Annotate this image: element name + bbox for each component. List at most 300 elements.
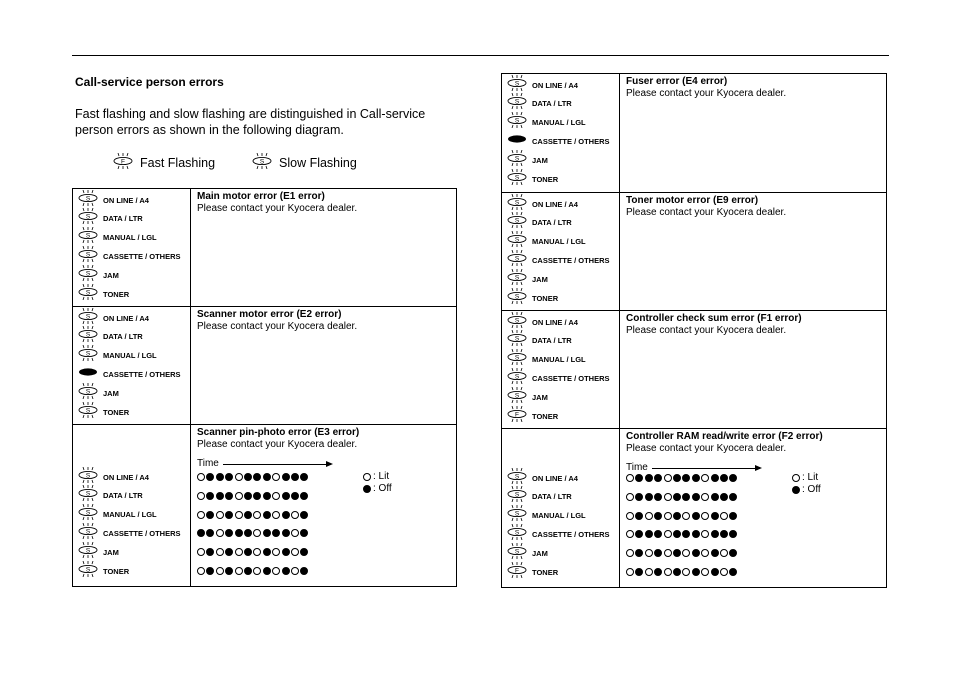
top-rule bbox=[72, 55, 889, 56]
svg-text:S: S bbox=[85, 490, 91, 498]
dot-lit bbox=[235, 473, 243, 481]
dot-off bbox=[263, 567, 271, 575]
dot-off bbox=[300, 511, 308, 519]
dot-off bbox=[253, 473, 261, 481]
dot-lit bbox=[626, 549, 634, 557]
svg-text:S: S bbox=[514, 236, 520, 244]
key-off bbox=[792, 484, 821, 496]
svg-text:S: S bbox=[85, 509, 91, 517]
dot-off bbox=[225, 492, 233, 500]
flash-pattern bbox=[626, 568, 737, 576]
indicator-label: CASSETTE / OTHERS bbox=[532, 529, 610, 539]
indicator-lamp bbox=[506, 133, 610, 149]
error-title: Toner motor error (E9 error) bbox=[626, 195, 759, 206]
slow-flash-icon bbox=[251, 153, 273, 172]
svg-text:S: S bbox=[514, 529, 520, 537]
indicator-lamp bbox=[77, 488, 143, 504]
dot-off bbox=[635, 474, 643, 482]
dot-off bbox=[692, 549, 700, 557]
key-off-label: : Off bbox=[373, 483, 392, 494]
indicator-lamp bbox=[506, 389, 548, 405]
dot-lit bbox=[645, 549, 653, 557]
indicator-label: JAM bbox=[103, 388, 119, 398]
indicator-lamp bbox=[77, 507, 157, 523]
dot-off bbox=[711, 568, 719, 576]
dot-lit bbox=[272, 492, 280, 500]
dot-lit-icon bbox=[363, 473, 371, 481]
indicator-lamp bbox=[506, 470, 578, 486]
indicator-lamp bbox=[77, 267, 119, 283]
indicator-lamp bbox=[506, 408, 558, 424]
dot-off bbox=[692, 512, 700, 520]
svg-text:S: S bbox=[514, 98, 520, 106]
indicator-label: CASSETTE / OTHERS bbox=[532, 255, 610, 265]
error-row bbox=[73, 189, 456, 307]
dot-lit bbox=[626, 512, 634, 520]
dot-lit bbox=[197, 567, 205, 575]
dot-off bbox=[711, 493, 719, 501]
flash-pattern bbox=[197, 548, 308, 556]
svg-text:F: F bbox=[515, 566, 519, 574]
time-arrow-icon bbox=[223, 464, 331, 465]
indicator-label: MANUAL / LGL bbox=[532, 511, 586, 521]
legend-slow-label: Slow Flashing bbox=[279, 155, 357, 170]
dot-lit bbox=[291, 511, 299, 519]
dot-lit bbox=[664, 493, 672, 501]
dot-lit bbox=[291, 548, 299, 556]
error-row bbox=[73, 307, 456, 425]
indicator-column bbox=[73, 189, 191, 306]
dot-off bbox=[729, 530, 737, 538]
dot-off bbox=[282, 548, 290, 556]
svg-text:S: S bbox=[85, 269, 91, 277]
indicator-label: JAM bbox=[532, 155, 548, 165]
svg-text:S: S bbox=[514, 335, 520, 343]
indicator-lamp bbox=[506, 564, 558, 580]
dot-off bbox=[654, 493, 662, 501]
description-column bbox=[620, 193, 886, 310]
indicator-lamp bbox=[77, 563, 129, 579]
slow-flash-icon bbox=[77, 284, 99, 305]
error-description: Please contact your Kyocera dealer. bbox=[197, 321, 358, 332]
dot-lit bbox=[197, 492, 205, 500]
indicator-lamp bbox=[77, 248, 181, 264]
intro-paragraph: Fast flashing and slow flashing are distinguished in Call-service person errors as shown in the following diagram. bbox=[75, 107, 426, 137]
indicator-lamp bbox=[77, 286, 129, 302]
dot-off bbox=[635, 568, 643, 576]
dot-off bbox=[711, 474, 719, 482]
dot-lit bbox=[253, 511, 261, 519]
flash-pattern bbox=[197, 492, 308, 500]
flash-pattern bbox=[197, 473, 308, 481]
dot-off bbox=[282, 529, 290, 537]
description-column bbox=[191, 425, 456, 586]
dot-lit bbox=[216, 511, 224, 519]
dot-lit bbox=[216, 529, 224, 537]
dot-off bbox=[645, 493, 653, 501]
dot-off bbox=[244, 529, 252, 537]
dot-off-icon bbox=[792, 486, 800, 494]
svg-text:S: S bbox=[514, 154, 520, 162]
indicator-label: MANUAL / LGL bbox=[532, 237, 586, 247]
indicator-lamp bbox=[506, 314, 578, 330]
svg-text:S: S bbox=[514, 198, 520, 206]
dot-lit bbox=[197, 548, 205, 556]
indicator-lamp bbox=[506, 96, 572, 112]
indicator-lamp bbox=[506, 271, 548, 287]
indicator-label: JAM bbox=[532, 548, 548, 558]
dot-off bbox=[654, 530, 662, 538]
error-title: Fuser error (E4 error) bbox=[626, 76, 728, 87]
indicator-label: JAM bbox=[103, 547, 119, 557]
error-row bbox=[73, 425, 456, 586]
dot-off bbox=[225, 529, 233, 537]
error-description: Please contact your Kyocera dealer. bbox=[626, 88, 787, 99]
dot-off bbox=[711, 512, 719, 520]
dot-off bbox=[263, 529, 271, 537]
indicator-column bbox=[502, 429, 620, 587]
dot-off bbox=[244, 548, 252, 556]
dot-off bbox=[673, 512, 681, 520]
dot-lit bbox=[197, 473, 205, 481]
indicator-label: DATA / LTR bbox=[532, 99, 572, 109]
dot-off bbox=[654, 568, 662, 576]
svg-text:S: S bbox=[85, 331, 91, 339]
dot-off bbox=[673, 474, 681, 482]
dot-off bbox=[225, 567, 233, 575]
description-column bbox=[191, 189, 456, 306]
error-row bbox=[502, 429, 886, 587]
indicator-lamp bbox=[506, 152, 548, 168]
indicator-lamp bbox=[77, 469, 149, 485]
dot-lit bbox=[701, 568, 709, 576]
slow-flash-icon bbox=[77, 402, 99, 423]
indicator-label: CASSETTE / OTHERS bbox=[532, 373, 610, 383]
indicator-lamp bbox=[506, 171, 558, 187]
dot-off bbox=[244, 511, 252, 519]
time-label: Time bbox=[197, 458, 219, 469]
svg-text:S: S bbox=[514, 117, 520, 125]
indicator-label: DATA / LTR bbox=[103, 214, 143, 224]
error-description: Please contact your Kyocera dealer. bbox=[626, 325, 787, 336]
indicator-label: MANUAL / LGL bbox=[532, 118, 586, 128]
dot-off bbox=[645, 474, 653, 482]
dot-lit bbox=[682, 568, 690, 576]
svg-text:S: S bbox=[514, 547, 520, 555]
indicator-label: CASSETTE / OTHERS bbox=[103, 528, 181, 538]
dot-lit bbox=[626, 474, 634, 482]
svg-text:S: S bbox=[85, 565, 91, 573]
indicator-lamp bbox=[77, 329, 143, 345]
dot-off bbox=[216, 492, 224, 500]
indicator-label: ON LINE / A4 bbox=[532, 317, 578, 327]
dot-off bbox=[673, 568, 681, 576]
dot-off bbox=[282, 511, 290, 519]
dot-off bbox=[206, 511, 214, 519]
dot-off bbox=[682, 530, 690, 538]
fast-flash-icon bbox=[112, 153, 134, 172]
svg-text:S: S bbox=[514, 292, 520, 300]
section-title: Call-service person errors bbox=[75, 75, 224, 89]
indicator-label: ON LINE / A4 bbox=[103, 195, 149, 205]
svg-text:S: S bbox=[514, 354, 520, 362]
error-description: Please contact your Kyocera dealer. bbox=[197, 439, 358, 450]
dot-lit bbox=[235, 492, 243, 500]
error-row bbox=[502, 193, 886, 311]
indicator-label: ON LINE / A4 bbox=[103, 313, 149, 323]
dot-off bbox=[253, 492, 261, 500]
dot-off bbox=[282, 473, 290, 481]
dot-off bbox=[300, 492, 308, 500]
indicator-label: MANUAL / LGL bbox=[103, 351, 157, 361]
svg-text:S: S bbox=[514, 173, 520, 181]
dot-off bbox=[216, 473, 224, 481]
dot-lit bbox=[272, 473, 280, 481]
dot-off bbox=[720, 530, 728, 538]
indicator-lamp bbox=[77, 525, 181, 541]
dot-off bbox=[711, 549, 719, 557]
error-title: Main motor error (E1 error) bbox=[197, 191, 325, 202]
dot-off bbox=[682, 493, 690, 501]
indicator-column bbox=[73, 307, 191, 424]
dot-off bbox=[206, 492, 214, 500]
indicator-label: CASSETTE / OTHERS bbox=[103, 251, 181, 261]
dot-off bbox=[300, 529, 308, 537]
svg-text:S: S bbox=[514, 373, 520, 381]
svg-text:S: S bbox=[85, 288, 91, 296]
dot-off bbox=[729, 474, 737, 482]
indicator-lamp bbox=[506, 508, 586, 524]
svg-text:S: S bbox=[514, 491, 520, 499]
indicator-label: TONER bbox=[103, 407, 130, 417]
dot-lit bbox=[272, 567, 280, 575]
svg-text:S: S bbox=[85, 194, 91, 202]
dot-lit bbox=[216, 567, 224, 575]
dot-off bbox=[263, 511, 271, 519]
dot-lit bbox=[235, 567, 243, 575]
dot-lit bbox=[682, 512, 690, 520]
indicator-lamp bbox=[506, 545, 548, 561]
fast-flash-icon bbox=[506, 562, 528, 583]
dot-lit bbox=[645, 512, 653, 520]
indicator-label: CASSETTE / OTHERS bbox=[532, 136, 610, 146]
indicator-lamp bbox=[77, 544, 119, 560]
dot-off bbox=[692, 474, 700, 482]
svg-text:F: F bbox=[121, 158, 125, 166]
dot-lit bbox=[291, 567, 299, 575]
dot-lit bbox=[664, 474, 672, 482]
dot-lit bbox=[720, 549, 728, 557]
dot-off bbox=[729, 512, 737, 520]
dot-off bbox=[635, 493, 643, 501]
flash-pattern bbox=[197, 567, 308, 575]
dot-off bbox=[244, 492, 252, 500]
flash-pattern bbox=[626, 512, 737, 520]
indicator-label: CASSETTE / OTHERS bbox=[103, 369, 181, 379]
description-column bbox=[620, 311, 886, 428]
key-lit bbox=[792, 472, 821, 484]
dot-lit bbox=[253, 567, 261, 575]
indicator-lamp bbox=[77, 192, 149, 208]
dot-off bbox=[282, 492, 290, 500]
dot-off bbox=[300, 567, 308, 575]
dot-lit bbox=[664, 512, 672, 520]
dot-off bbox=[272, 529, 280, 537]
indicator-lamp bbox=[506, 215, 572, 231]
dot-off bbox=[635, 530, 643, 538]
indicator-label: ON LINE / A4 bbox=[532, 80, 578, 90]
svg-text:S: S bbox=[85, 528, 91, 536]
dot-off bbox=[692, 493, 700, 501]
dot-lit bbox=[216, 548, 224, 556]
indicator-label: TONER bbox=[532, 293, 559, 303]
dot-off bbox=[635, 512, 643, 520]
flash-pattern bbox=[626, 530, 737, 538]
svg-text:S: S bbox=[514, 79, 520, 87]
indicator-label: DATA / LTR bbox=[103, 332, 143, 342]
dot-lit bbox=[664, 549, 672, 557]
error-row bbox=[502, 311, 886, 429]
indicator-label: MANUAL / LGL bbox=[103, 233, 157, 243]
svg-text:F: F bbox=[515, 410, 519, 418]
svg-text:S: S bbox=[85, 251, 91, 259]
dot-off-icon bbox=[363, 485, 371, 493]
dot-lit bbox=[235, 511, 243, 519]
dot-off bbox=[225, 511, 233, 519]
indicator-lamp bbox=[77, 230, 157, 246]
indicator-lamp bbox=[77, 385, 119, 401]
flash-pattern bbox=[626, 474, 737, 482]
indicator-lamp bbox=[77, 211, 143, 227]
dot-lit bbox=[197, 511, 205, 519]
flash-pattern bbox=[197, 529, 308, 537]
indicator-label: DATA / LTR bbox=[532, 218, 572, 228]
dot-lit bbox=[701, 512, 709, 520]
dot-off bbox=[711, 530, 719, 538]
dot-lit bbox=[664, 530, 672, 538]
dot-off bbox=[225, 548, 233, 556]
svg-text:S: S bbox=[85, 213, 91, 221]
indicator-lamp bbox=[506, 526, 610, 542]
dot-off bbox=[225, 473, 233, 481]
indicator-label: ON LINE / A4 bbox=[103, 472, 149, 482]
dot-off bbox=[645, 530, 653, 538]
dot-lit bbox=[701, 549, 709, 557]
dot-off bbox=[720, 493, 728, 501]
dot-lit bbox=[720, 512, 728, 520]
indicator-column bbox=[502, 311, 620, 428]
fast-flash-icon bbox=[506, 406, 528, 427]
indicator-label: MANUAL / LGL bbox=[532, 355, 586, 365]
svg-text:S: S bbox=[514, 217, 520, 225]
dot-lit bbox=[682, 549, 690, 557]
svg-text:S: S bbox=[514, 255, 520, 263]
dot-lit bbox=[701, 530, 709, 538]
indicator-label: JAM bbox=[532, 274, 548, 284]
indicator-label: JAM bbox=[532, 392, 548, 402]
indicator-lamp bbox=[506, 333, 572, 349]
indicator-label: TONER bbox=[103, 566, 130, 576]
svg-text:S: S bbox=[85, 387, 91, 395]
dot-lit bbox=[272, 548, 280, 556]
indicator-label: MANUAL / LGL bbox=[103, 510, 157, 520]
flash-pattern bbox=[626, 493, 737, 501]
dot-off bbox=[673, 549, 681, 557]
indicator-label: TONER bbox=[532, 411, 559, 421]
dot-off bbox=[673, 493, 681, 501]
dot-off bbox=[635, 549, 643, 557]
indicator-lamp bbox=[506, 196, 578, 212]
dot-off bbox=[300, 473, 308, 481]
svg-text:S: S bbox=[85, 232, 91, 240]
dot-off bbox=[692, 568, 700, 576]
dot-off bbox=[720, 474, 728, 482]
key-lit-label: : Lit bbox=[373, 471, 390, 482]
time-axis bbox=[197, 458, 331, 470]
svg-text:S: S bbox=[259, 158, 265, 166]
dot-off bbox=[654, 549, 662, 557]
error-description: Please contact your Kyocera dealer. bbox=[197, 203, 358, 214]
description-column bbox=[191, 307, 456, 424]
indicator-label: DATA / LTR bbox=[532, 336, 572, 346]
dot-off bbox=[282, 567, 290, 575]
indicator-label: ON LINE / A4 bbox=[532, 199, 578, 209]
indicator-label: TONER bbox=[103, 289, 130, 299]
dot-off bbox=[263, 548, 271, 556]
error-title: Controller check sum error (F1 error) bbox=[626, 313, 802, 324]
dot-off bbox=[729, 568, 737, 576]
dot-lit bbox=[701, 474, 709, 482]
indicator-lamp bbox=[506, 234, 586, 250]
dot-off bbox=[206, 548, 214, 556]
indicator-lamp bbox=[77, 366, 181, 382]
dot-off bbox=[654, 512, 662, 520]
time-arrow-icon bbox=[652, 468, 760, 469]
slow-flash-icon bbox=[506, 288, 528, 309]
dot-off bbox=[300, 548, 308, 556]
svg-text:S: S bbox=[85, 546, 91, 554]
key-off bbox=[363, 483, 392, 495]
indicator-lamp bbox=[77, 348, 157, 364]
dot-lit bbox=[626, 530, 634, 538]
error-title: Controller RAM read/write error (F2 error) bbox=[626, 431, 823, 442]
indicator-label: DATA / LTR bbox=[103, 491, 143, 501]
dot-off bbox=[673, 530, 681, 538]
indicator-lamp bbox=[506, 352, 586, 368]
dot-off bbox=[244, 567, 252, 575]
dot-off bbox=[291, 473, 299, 481]
dot-off bbox=[729, 549, 737, 557]
legend-fast-label: Fast Flashing bbox=[140, 155, 216, 170]
time-axis bbox=[626, 462, 760, 474]
description-column bbox=[620, 74, 886, 192]
dot-off bbox=[206, 529, 214, 537]
dot-off bbox=[244, 473, 252, 481]
indicator-lamp bbox=[506, 370, 610, 386]
dot-lit bbox=[235, 548, 243, 556]
dot-off bbox=[197, 529, 205, 537]
svg-text:S: S bbox=[514, 472, 520, 480]
error-table-left bbox=[72, 188, 457, 587]
dot-lit bbox=[253, 529, 261, 537]
svg-text:S: S bbox=[85, 350, 91, 358]
svg-text:S: S bbox=[514, 510, 520, 518]
svg-text:S: S bbox=[85, 406, 91, 414]
dot-lit bbox=[291, 529, 299, 537]
dot-off bbox=[692, 530, 700, 538]
dot-off bbox=[206, 567, 214, 575]
dot-off bbox=[291, 492, 299, 500]
